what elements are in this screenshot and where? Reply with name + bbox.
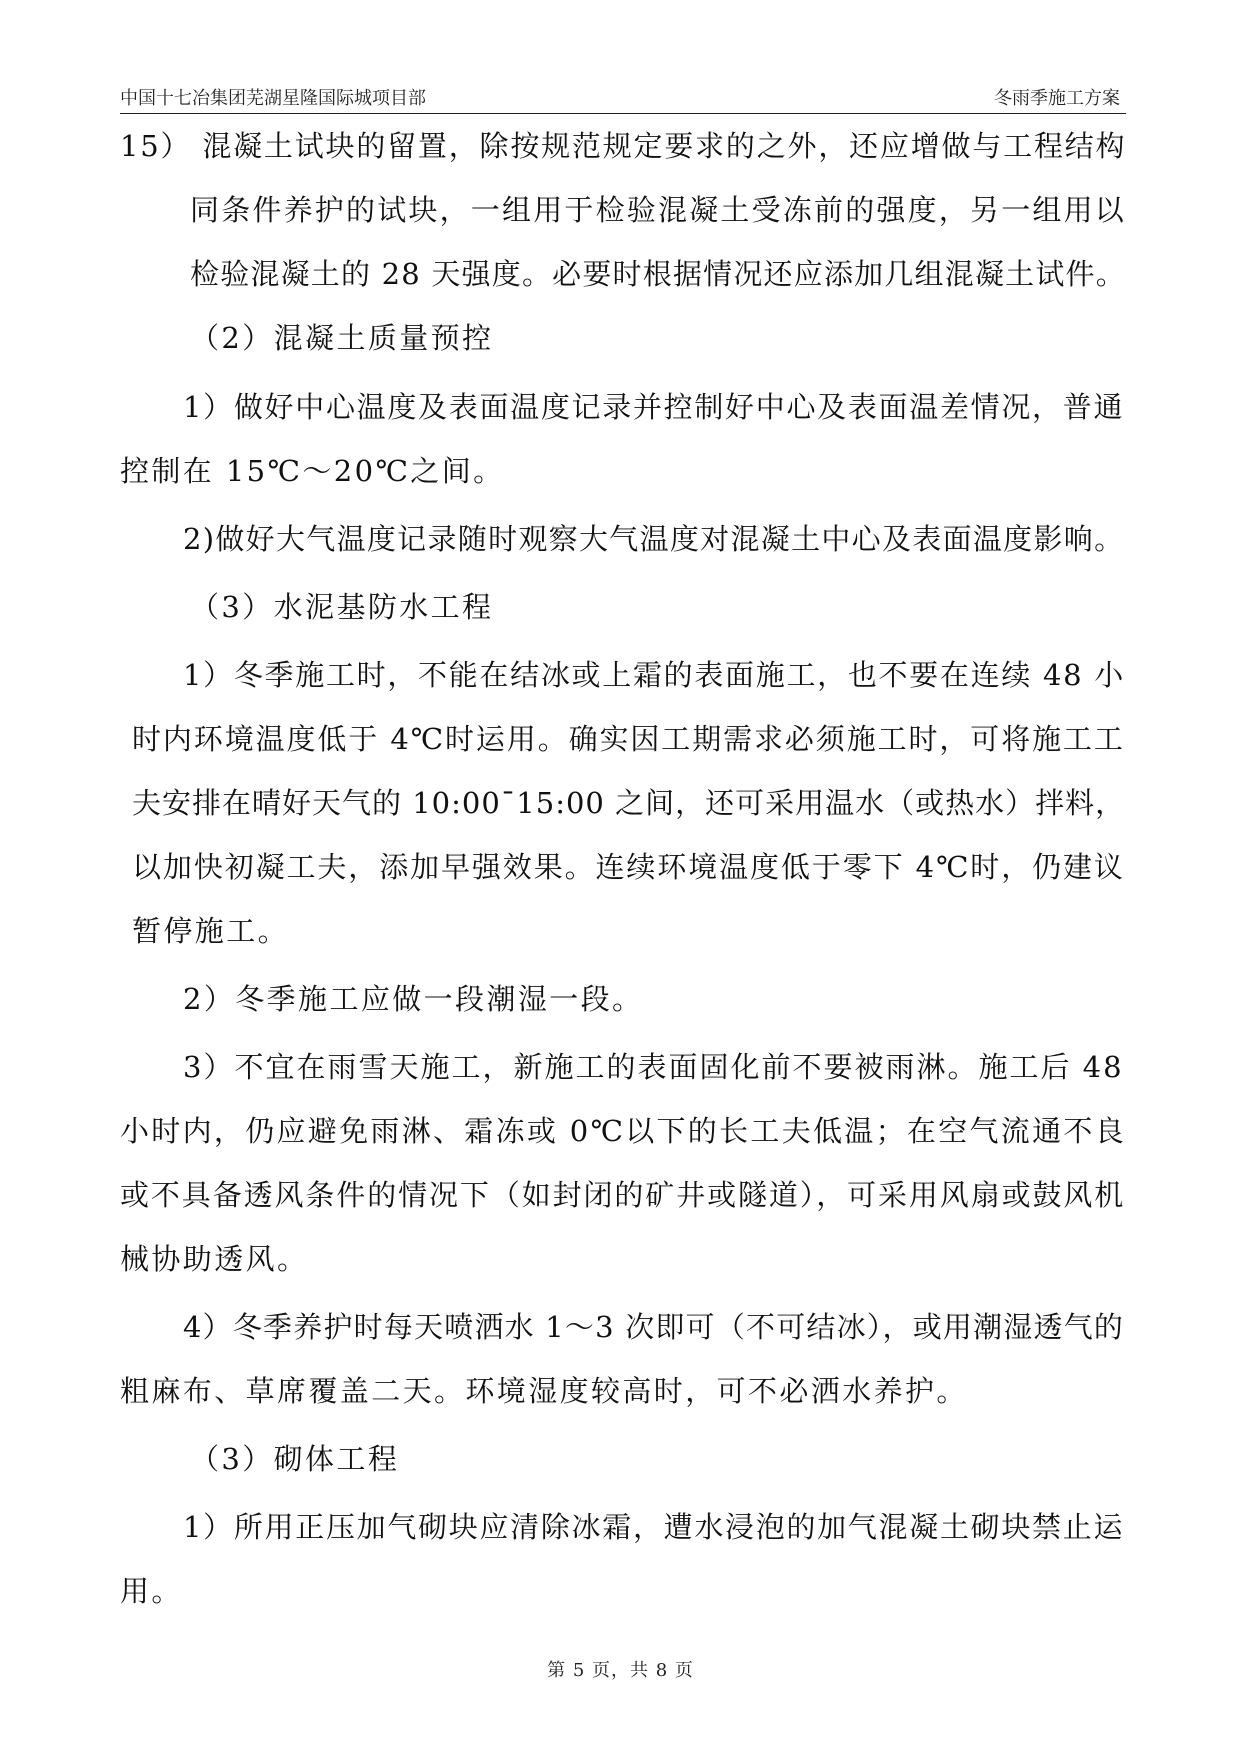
text-line: 4）冬季养护时每天喷洒水 1～3 次即可（不可结冰），或用潮湿透气的 [183, 1310, 1125, 1344]
section-heading: （3）水泥基防水工程 [190, 590, 494, 624]
text-line: 控制在 15℃～20℃之间。 [120, 454, 505, 488]
text-line: 2）冬季施工应做一段潮湿一段。 [183, 982, 644, 1016]
text-line: 同条件养护的试块，一组用于检验混凝土受冻前的强度，另一组用以 [190, 193, 1127, 227]
text-line: 3）不宜在雨雪天施工，新施工的表面固化前不要被雨淋。施工后 48 [183, 1050, 1124, 1084]
text-line: 暂停施工。 [132, 914, 290, 948]
text-line: 夫安排在晴好天气的 10:00¯15:00 之间，还可采用温水（或热水）拌料， [132, 786, 1126, 820]
header-divider [120, 113, 1126, 114]
text-line: 用。 [120, 1574, 183, 1608]
text-line: 时内环境温度低于 4℃时运用。确实因工期需求必须施工时，可将施工工 [132, 722, 1125, 756]
text-line: 15） 混凝土试块的留置，除按规范规定要求的之外，还应增做与工程结构 [120, 129, 1127, 163]
text-line: 小时内，仍应避免雨淋、霜冻或 0℃以下的长工夫低温；在空气流通不良 [120, 1114, 1127, 1148]
header-project-name: 中国十七冶集团芜湖星隆国际城项目部 [120, 88, 426, 109]
text-line: 1）冬季施工时，不能在结冰或上霜的表面施工，也不要在连续 48 小 [183, 658, 1125, 692]
text-line: 检验混凝土的 28 天强度。必要时根据情况还应添加几组混凝土试件。 [190, 257, 1126, 291]
text-line: 或不具备透风条件的情况下（如封闭的矿井或隧道），可采用风扇或鼓风机 [120, 1178, 1126, 1212]
text-line: 1）所用正压加气砌块应清除冰霜，遭水浸泡的加气混凝土砌块禁止运 [183, 1510, 1125, 1544]
running-header [120, 84, 1126, 114]
header-document-title: 冬雨季施工方案 [994, 88, 1120, 109]
page-number-footer: 第 5 页，共 8 页 [547, 1660, 694, 1681]
text-line: 2)做好大气温度记录随时观察大气温度对混凝土中心及表面温度影响。 [183, 522, 1125, 556]
text-line: 1）做好中心温度及表面温度记录并控制好中心及表面温差情况，普通 [183, 390, 1125, 424]
text-line: 以加快初凝工夫，添加早强效果。连续环境温度低于零下 4℃时，仍建议 [132, 850, 1125, 884]
section-heading: （2）混凝土质量预控 [190, 321, 494, 355]
text-line: 械协助透风。 [120, 1242, 309, 1276]
text-line: 粗麻布、草席覆盖二天。环境湿度较高时，可不必洒水养护。 [120, 1374, 968, 1408]
section-heading: （3）砌体工程 [190, 1442, 400, 1476]
